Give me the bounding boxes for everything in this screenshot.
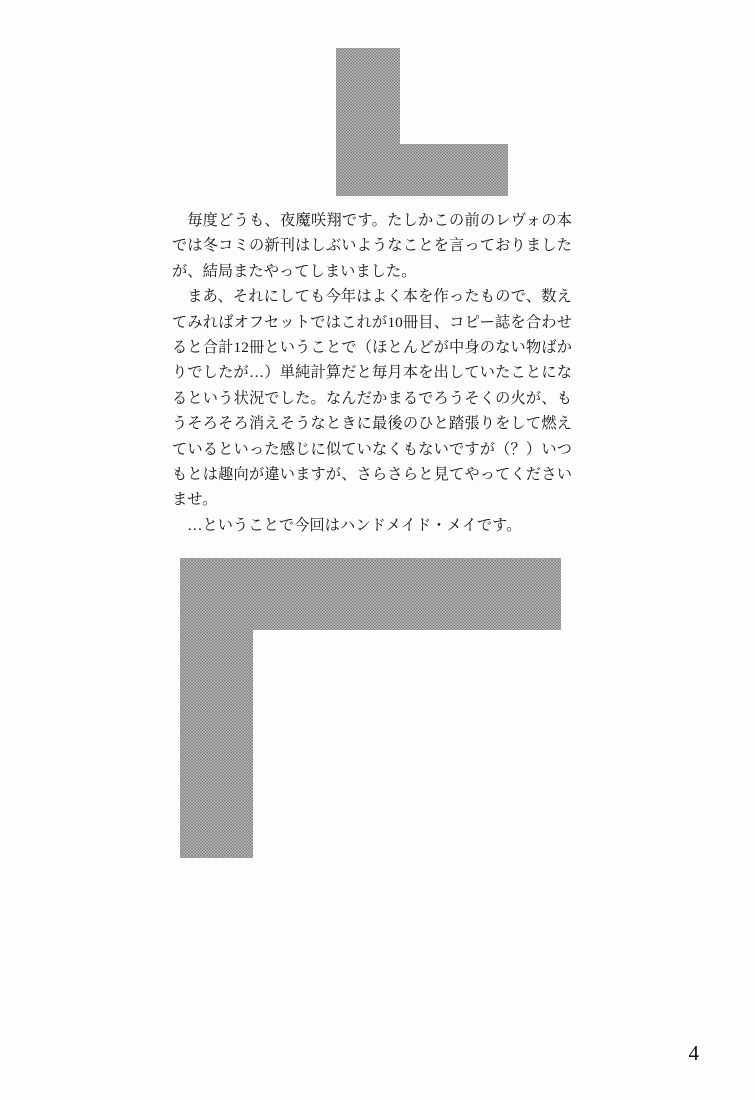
top-halftone-block-horizontal <box>336 144 508 196</box>
body-text <box>172 208 572 538</box>
paragraph-1: 毎度どうも、夜魔咲翔です。たしかこの前のレヴォの本では冬コミの新刊はしぶいようなことを言っておりましたが、結局またやってしまいました。 <box>172 212 572 280</box>
paragraph-3: …ということで今回はハンドメイド・メイです。 <box>187 516 522 534</box>
bottom-halftone-block-vertical <box>180 558 253 858</box>
paragraph-2: まあ、それにしても今年はよく本を作ったもので、数えてみればオフセットではこれが10冊目、コピー誌を合わせると合計12冊ということで（ほとんどが中身のない物ばかりでしたが…）単純計算だと毎月本を出していたことになるという状況でした。なんだかまるでろうそくの火が、もうそろそろ消えそうなときに最後のひと踏張りをして燃えているといった感じに似ていなくもないですが（？）いつもとは趣向が違いますが、さらさらと見てやってくださいませ。 <box>172 288 572 509</box>
page-number: 4 <box>688 1041 699 1065</box>
